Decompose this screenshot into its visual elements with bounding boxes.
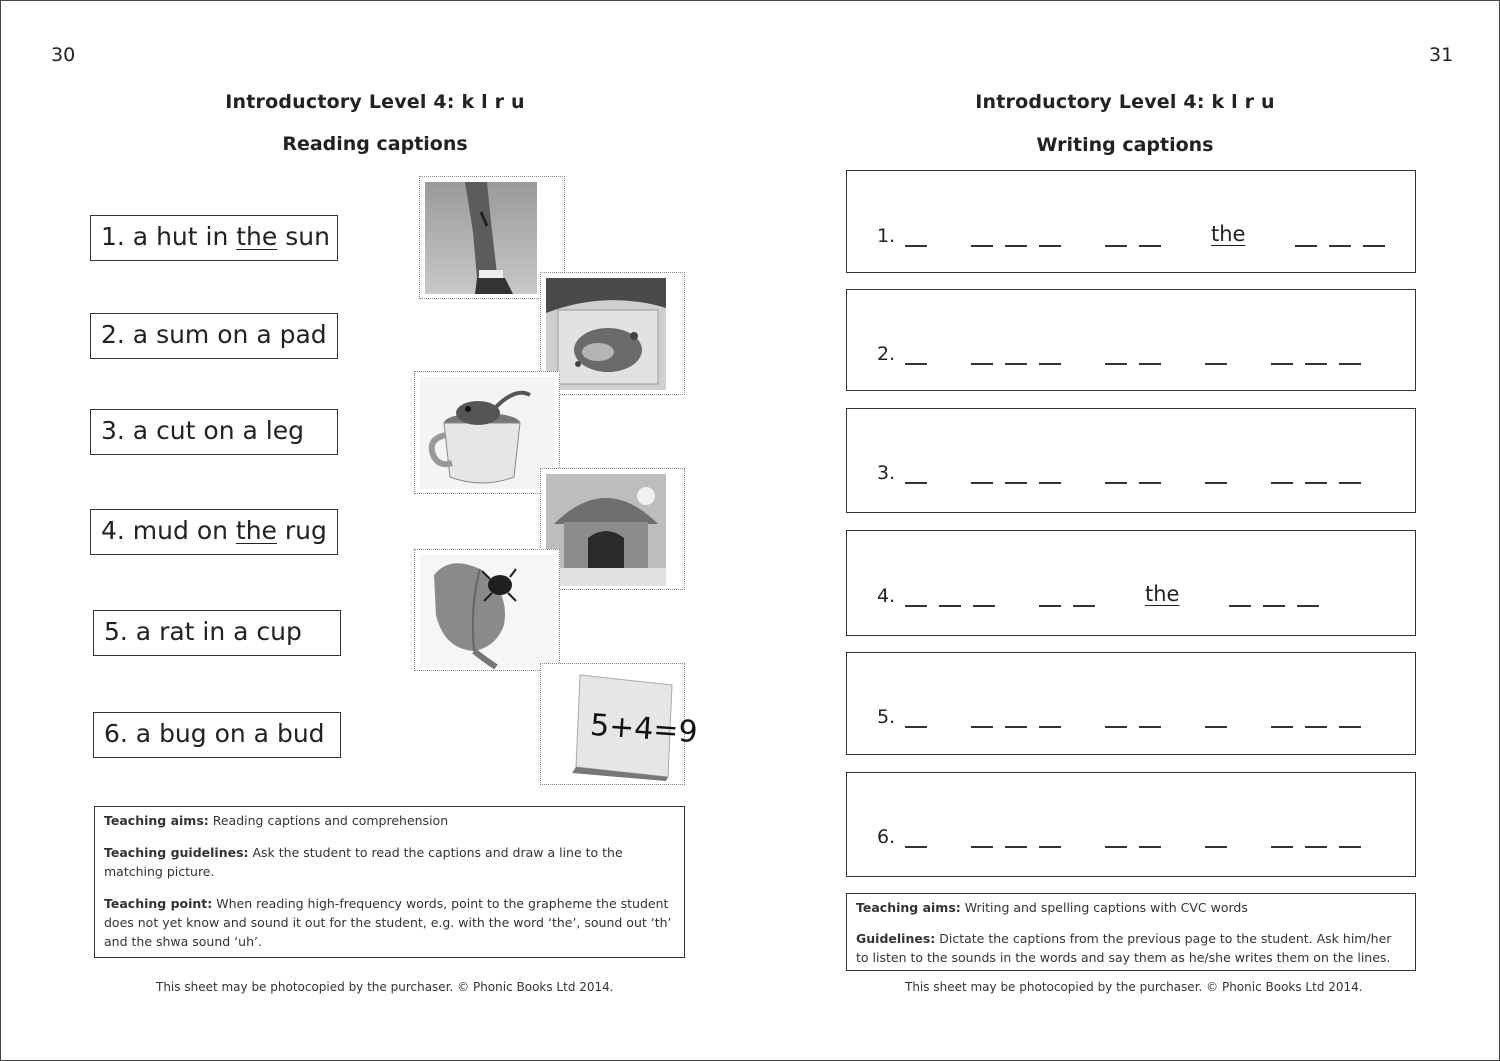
letter-blank[interactable] (1005, 846, 1027, 848)
sum-text: 5+4=9 (588, 707, 699, 751)
caption-6: 6. a bug on a bud (93, 712, 341, 758)
writing-row-number: 1. (877, 225, 896, 247)
writing-row-number: 2. (877, 343, 896, 365)
letter-blank[interactable] (1005, 726, 1027, 728)
rat-in-cup-photo (414, 371, 560, 494)
letter-blank[interactable] (905, 482, 927, 484)
caption-1: 1. a hut in the sun (90, 215, 338, 261)
writing-teaching-aims: Teaching aims: Writing and spelling captions with CVC words (856, 900, 1248, 915)
letter-blank[interactable] (1271, 846, 1293, 848)
letter-blank[interactable] (1305, 482, 1327, 484)
hut-photo (540, 468, 685, 590)
right-footer: This sheet may be photocopied by the purchaser. © Phonic Books Ltd 2014. (905, 980, 1363, 994)
right-teaching-notes (846, 893, 1416, 971)
bug-on-bud-photo (414, 549, 560, 671)
caption-4: 4. mud on the rug (90, 509, 338, 555)
letter-blank[interactable] (1205, 482, 1227, 484)
page-number-left: 30 (51, 44, 76, 66)
letter-blank[interactable] (1271, 363, 1293, 365)
letter-blank[interactable] (1329, 245, 1351, 247)
letter-blank[interactable] (973, 605, 995, 607)
caption-2: 2. a sum on a pad (90, 313, 338, 359)
left-footer: This sheet may be photocopied by the purchaser. © Phonic Books Ltd 2014. (156, 980, 614, 994)
right-subtitle: Writing captions (1036, 134, 1214, 156)
letter-blank[interactable] (1105, 363, 1127, 365)
letter-blank[interactable] (939, 605, 961, 607)
the-word: the (1145, 582, 1180, 606)
letter-blank[interactable] (1039, 482, 1061, 484)
sum-on-pad-photo (540, 663, 699, 785)
letter-blank[interactable] (1363, 245, 1385, 247)
letter-blank[interactable] (1139, 726, 1161, 728)
letter-blank[interactable] (1305, 363, 1327, 365)
letter-blank[interactable] (905, 726, 927, 728)
letter-blank[interactable] (1105, 846, 1127, 848)
writing-row-number: 3. (877, 462, 896, 484)
left-subtitle: Reading captions (282, 133, 468, 155)
letter-blank[interactable] (1139, 482, 1161, 484)
letter-blank[interactable] (1139, 363, 1161, 365)
letter-blank[interactable] (1105, 245, 1127, 247)
teaching-point: Teaching point: When reading high-frequency words, point to the grapheme the student does not yet know and sound it out for the student, e.g. with the word ‘the’, sound out ‘th’ and the shwa sound ‘uh’. (104, 896, 672, 949)
teaching-aims: Teaching aims: Reading captions and comprehension (104, 813, 449, 828)
writing-row-6 (846, 772, 1416, 877)
letter-blank[interactable] (905, 363, 927, 365)
letter-blank[interactable] (1039, 245, 1061, 247)
right-title: Introductory Level 4: k l r u (975, 91, 1275, 113)
letter-blank[interactable] (1339, 363, 1361, 365)
left-teaching-notes (94, 806, 685, 958)
writing-row-2 (846, 289, 1416, 391)
writing-row-4 (846, 530, 1416, 636)
letter-blank[interactable] (905, 245, 927, 247)
left-title: Introductory Level 4: k l r u (225, 91, 525, 113)
mud-on-rug-photo (540, 272, 685, 395)
teaching-guidelines: Teaching guidelines: Ask the student to read the captions and draw a line to the matching picture. (104, 845, 623, 879)
letter-blank[interactable] (1339, 846, 1361, 848)
letter-blank[interactable] (1295, 245, 1317, 247)
writing-row-5 (846, 652, 1416, 755)
writing-guidelines: Guidelines: Dictate the captions from the previous page to the student. Ask him/her to listen to the sounds in the words and say them as he/she writes them on the lines. (856, 931, 1392, 965)
letter-blank[interactable] (971, 245, 993, 247)
letter-blank[interactable] (1205, 846, 1227, 848)
letter-blank[interactable] (1005, 482, 1027, 484)
writing-row-number: 6. (877, 826, 896, 848)
letter-blank[interactable] (1305, 846, 1327, 848)
letter-blank[interactable] (905, 846, 927, 848)
caption-5: 5. a rat in a cup (93, 610, 341, 656)
writing-row-3 (846, 408, 1416, 513)
letter-blank[interactable] (1039, 363, 1061, 365)
letter-blank[interactable] (1305, 726, 1327, 728)
letter-blank[interactable] (1205, 363, 1227, 365)
letter-blank[interactable] (1105, 726, 1127, 728)
letter-blank[interactable] (971, 846, 993, 848)
letter-blank[interactable] (1005, 245, 1027, 247)
letter-blank[interactable] (1139, 846, 1161, 848)
letter-blank[interactable] (971, 726, 993, 728)
letter-blank[interactable] (1271, 726, 1293, 728)
the-word: the (1211, 222, 1246, 246)
caption-3: 3. a cut on a leg (90, 409, 338, 455)
writing-row-number: 4. (877, 585, 896, 607)
letter-blank[interactable] (1205, 726, 1227, 728)
page-number-right: 31 (1429, 44, 1454, 66)
letter-blank[interactable] (1139, 245, 1161, 247)
letter-blank[interactable] (1339, 482, 1361, 484)
letter-blank[interactable] (1339, 726, 1361, 728)
letter-blank[interactable] (1039, 726, 1061, 728)
letter-blank[interactable] (1039, 846, 1061, 848)
writing-row-number: 5. (877, 706, 896, 728)
letter-blank[interactable] (1005, 363, 1027, 365)
letter-blank[interactable] (905, 605, 927, 607)
letter-blank[interactable] (1229, 605, 1251, 607)
letter-blank[interactable] (1105, 482, 1127, 484)
letter-blank[interactable] (971, 482, 993, 484)
letter-blank[interactable] (1297, 605, 1319, 607)
letter-blank[interactable] (1039, 605, 1061, 607)
letter-blank[interactable] (1073, 605, 1095, 607)
letter-blank[interactable] (1263, 605, 1285, 607)
writing-row-1 (846, 170, 1416, 273)
letter-blank[interactable] (1271, 482, 1293, 484)
letter-blank[interactable] (971, 363, 993, 365)
